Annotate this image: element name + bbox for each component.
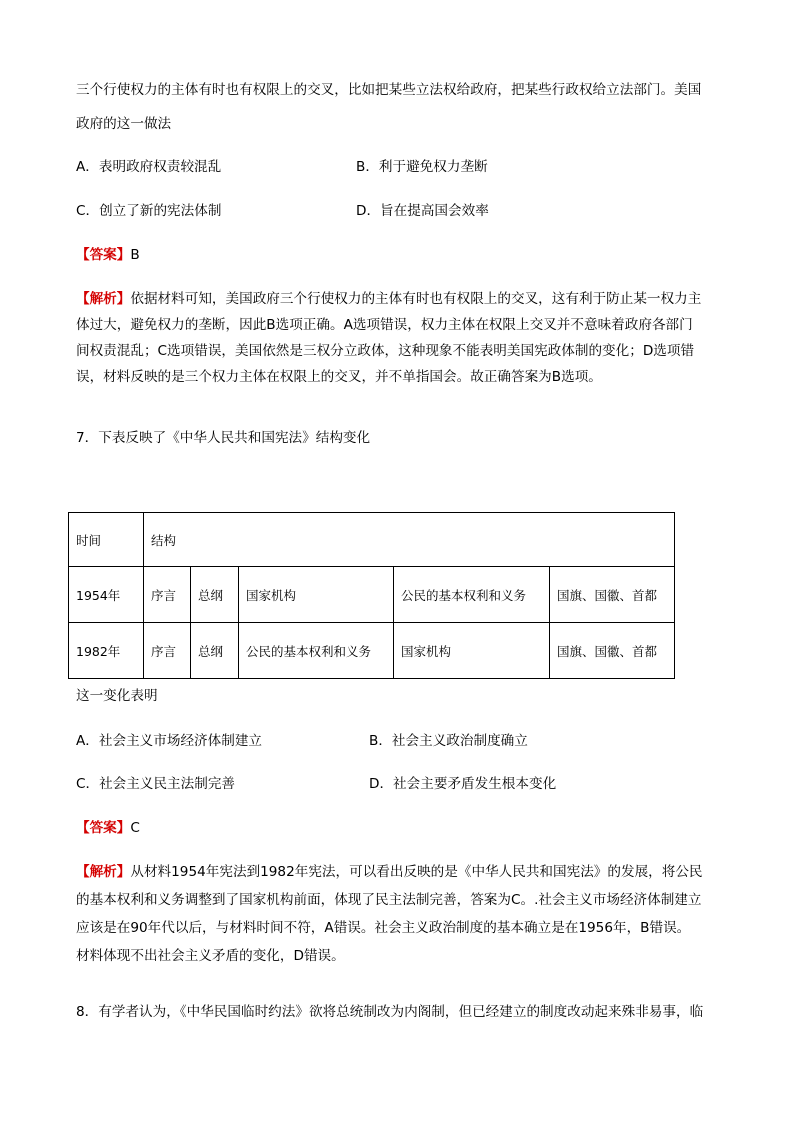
q7-analysis-line-1: 【解析】从材料1954年宪法到1982年宪法，可以看出反映的是《中华人民共和国宪法》的发展，将公民: [76, 864, 703, 880]
table-cell: 国家机构: [394, 623, 550, 679]
row-year: 1982年: [69, 623, 144, 679]
q7-stem: 7．下表反映了《中华人民共和国宪法》结构变化: [76, 430, 371, 446]
table-header-row: [69, 513, 675, 567]
q6-analysis-line-2: 体过大，避免权力的垄断，因此B选项正确。A选项错误，权力主体在权限上交叉并不意味着政府各部门: [76, 317, 693, 333]
table-cell: 总纲: [191, 623, 239, 679]
q7-option-b: B．社会主义政治制度确立: [369, 733, 528, 749]
q7-option-d: D．社会主要矛盾发生根本变化: [369, 776, 557, 792]
constitution-structure-table: [68, 512, 675, 679]
q6-answer-label: 【答案】: [76, 247, 131, 263]
table-cell: 公民的基本权利和义务: [394, 567, 550, 623]
q6-stem-line-1: 三个行使权力的主体有时也有权限上的交叉，比如把某些立法权给政府，把某些行政权给立法部门。美国: [76, 82, 702, 98]
q7-option-a: A．社会主义市场经济体制建立: [76, 733, 263, 749]
table-cell: 序言: [144, 623, 191, 679]
q6-answer: [76, 245, 140, 265]
header-time: 时间: [69, 513, 144, 567]
q7-answer: [76, 818, 140, 838]
q7-question: 这一变化表明: [76, 688, 158, 704]
q6-stem-line-2: 政府的这一做法: [76, 116, 172, 132]
q6-option-a: A．表明政府权责较混乱: [76, 159, 222, 175]
table-row: [69, 623, 675, 679]
table-cell: 序言: [144, 567, 191, 623]
header-structure: 结构: [144, 513, 675, 567]
q6-analysis-line-1: 【解析】依据材料可知，美国政府三个行使权力的主体有时也有权限上的交叉，这有利于防止某一权力主: [76, 291, 702, 307]
q6-analysis-label: 【解析】: [76, 291, 131, 307]
table-cell: 国旗、国徽、首都: [550, 623, 675, 679]
q6-option-b: B．利于避免权力垄断: [356, 159, 488, 175]
table-cell: 国家机构: [239, 567, 394, 623]
row-year: 1954年: [69, 567, 144, 623]
q7-analysis-line-2: 的基本权利和义务调整到了国家机构前面，体现了民主法制完善，答案为C。.社会主义市场经济体制建立: [76, 892, 702, 908]
table-cell: 国旗、国徽、首都: [550, 567, 675, 623]
q7-analysis-line-3: 应该是在90年代以后，与材料时间不符，A错误。社会主义政治制度的基本确立是在1956年，B错误。: [76, 920, 691, 936]
table-cell: 公民的基本权利和义务: [239, 623, 394, 679]
q7-analysis-label: 【解析】: [76, 864, 131, 880]
q7-analysis-line-4: 材料体现不出社会主义矛盾的变化，D错误。: [76, 948, 345, 964]
q7-answer-value: C: [130, 820, 140, 836]
q7-answer-label: 【答案】: [76, 820, 131, 836]
table-row: [69, 567, 675, 623]
q6-option-c: C．创立了新的宪法体制: [76, 203, 222, 219]
table-cell: 总纲: [191, 567, 239, 623]
q6-answer-value: B: [130, 247, 140, 263]
q6-analysis-line-3: 间权责混乱；C选项错误，美国依然是三权分立政体，这种现象不能表明美国宪政体制的变化；D选项错: [76, 343, 695, 359]
q7-option-c: C．社会主义民主法制完善: [76, 776, 236, 792]
q6-option-d: D．旨在提高国会效率: [356, 203, 489, 219]
q6-analysis-line-4: 误，材料反映的是三个权力主体在权限上的交叉，并不单指国会。故正确答案为B选项。: [76, 369, 602, 385]
q8-stem-line-1: 8．有学者认为，《中华民国临时约法》欲将总统制改为内阁制，但已经建立的制度改动起来殊非易事，临: [76, 1004, 704, 1020]
